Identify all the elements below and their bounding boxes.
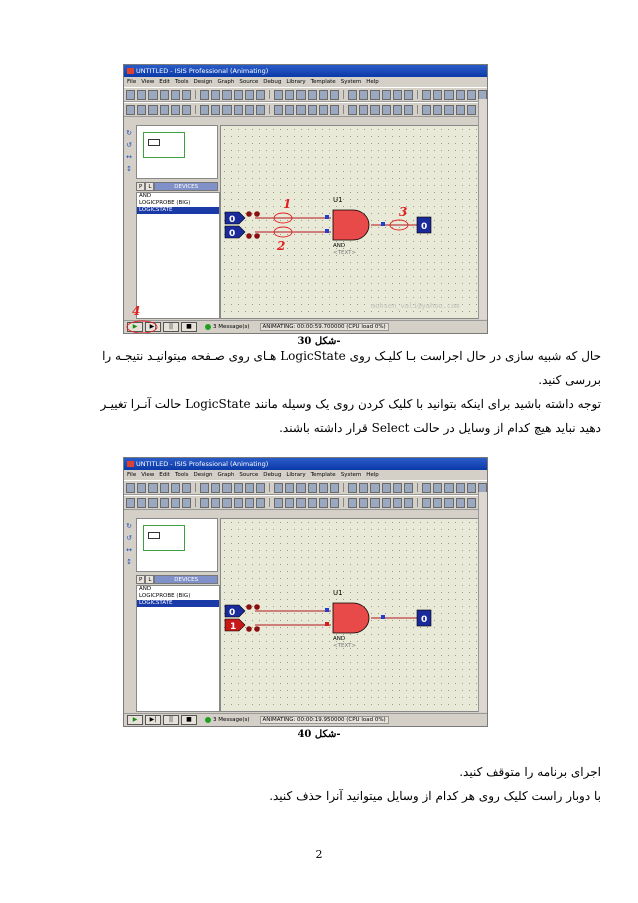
toolbar-tool-icon[interactable] — [256, 105, 265, 115]
toolbar-tool-icon[interactable] — [444, 498, 453, 508]
toolbar-tool-icon[interactable] — [274, 105, 283, 115]
toolbar-tool-icon[interactable] — [148, 105, 157, 115]
menu-design[interactable]: Design — [193, 472, 213, 478]
schematic-canvas[interactable] — [220, 518, 479, 712]
toolbar-tool-icon[interactable] — [382, 498, 391, 508]
isis-window-figure1 — [123, 64, 488, 334]
menu-view[interactable]: View — [141, 79, 155, 85]
figure2-caption: شکل 40- — [297, 729, 341, 740]
toolbar-tool-icon[interactable] — [433, 105, 442, 115]
toolbar-tool-icon[interactable] — [404, 483, 413, 493]
menu-graph[interactable]: Graph — [217, 79, 235, 85]
state-dot-out — [381, 222, 385, 226]
menu-system[interactable]: System — [340, 79, 362, 85]
mirror-h-icon[interactable]: ↔ — [126, 153, 132, 161]
toolbar-tool-icon[interactable] — [285, 498, 294, 508]
toolbar-tool-icon[interactable] — [148, 498, 157, 508]
figure1-caption: شکل 30- — [297, 336, 341, 347]
toolbar-tool-icon[interactable] — [348, 105, 357, 115]
toolbar-tool-icon[interactable] — [382, 90, 391, 100]
device-tabs — [136, 575, 218, 584]
device-item-and[interactable]: AND — [139, 586, 152, 592]
toolbar-separator — [269, 483, 270, 492]
toolbar-tool-icon[interactable] — [222, 483, 231, 493]
toolbar-tool-icon[interactable] — [222, 498, 231, 508]
rotate-ccw-icon[interactable]: ↺ — [126, 141, 132, 149]
logicstate-b-value: 0 — [229, 229, 236, 239]
paragraph-2 — [30, 392, 601, 440]
circuit-diagram — [221, 519, 480, 713]
toolbar-tool-icon[interactable] — [245, 483, 254, 493]
toolbar-tool-icon[interactable] — [137, 483, 146, 493]
toolbar-tool-icon[interactable] — [422, 105, 431, 115]
toolbar-tool-icon[interactable] — [245, 498, 254, 508]
toolbar-top — [124, 87, 487, 102]
tab-p[interactable]: P — [136, 575, 145, 584]
annotation-4-overlay — [124, 303, 164, 333]
toolbar-tool-icon[interactable] — [433, 90, 442, 100]
window-titlebar — [124, 458, 487, 470]
toolbar-tool-icon[interactable] — [200, 90, 209, 100]
paragraph-1 — [30, 344, 601, 392]
device-item-logicstate[interactable]: LOGICSTATE — [137, 600, 219, 607]
toolbar-tool-icon[interactable] — [348, 498, 357, 508]
toolbar-tool-icon[interactable] — [296, 483, 305, 493]
toolbar-tool-icon[interactable] — [160, 498, 169, 508]
toolbar-tool-icon[interactable] — [382, 483, 391, 493]
messages-indicator[interactable] — [205, 324, 250, 330]
overview-window[interactable] — [136, 125, 218, 179]
status-bar — [124, 713, 487, 726]
stop-button[interactable]: ■ — [181, 322, 197, 332]
play-button[interactable]: ▶ — [127, 322, 143, 332]
watermark: mohsen_vali@yahoo.com — [371, 302, 460, 310]
toolbar-tool-icon[interactable] — [433, 498, 442, 508]
toolbar-tool-icon[interactable] — [296, 498, 305, 508]
toolbar-tool-icon[interactable] — [182, 105, 191, 115]
paragraph-1-line-1: حال که شبیه سازی در حال اجراست بـا کلیـک روی LogicState هـای روی صـفحه میتوانیـد نتیجـه را — [102, 349, 601, 363]
pin-dot-a-top — [246, 211, 252, 217]
rotate-ccw-icon[interactable]: ↺ — [126, 534, 132, 542]
step-button[interactable]: ▶| — [145, 322, 161, 332]
menu-bar — [124, 470, 487, 480]
tab-l[interactable]: L — [145, 575, 154, 584]
toolbar-tool-icon[interactable] — [393, 90, 402, 100]
circuit-diagram — [221, 126, 480, 320]
toolbar-tool-icon[interactable] — [433, 483, 442, 493]
toolbar-tool-icon[interactable] — [467, 90, 476, 100]
pin-dot-a-top — [246, 604, 252, 610]
pin-dot-b — [246, 233, 252, 239]
stop-button[interactable]: ■ — [181, 715, 197, 725]
toolbar-tool-icon[interactable] — [211, 483, 220, 493]
toolbar-tool-icon[interactable] — [160, 483, 169, 493]
toolbar-tool-icon[interactable] — [126, 105, 135, 115]
menu-template[interactable]: Template — [310, 472, 336, 478]
left-toolstrip — [124, 518, 134, 702]
toolbar-separator — [417, 498, 418, 507]
logicprobe-out-value: 0 — [421, 222, 428, 232]
menu-tools[interactable]: Tools — [174, 472, 189, 478]
toolbar-separator — [417, 105, 418, 114]
toolbar-tool-icon[interactable] — [126, 90, 135, 100]
toolbar-tool-icon[interactable] — [182, 483, 191, 493]
toolbar-tool-icon[interactable] — [256, 498, 265, 508]
toolbar-tool-icon[interactable] — [256, 483, 265, 493]
page-number: 2 — [315, 848, 323, 861]
step-button[interactable]: ▶| — [145, 715, 161, 725]
toolbar-tool-icon[interactable] — [200, 498, 209, 508]
toolbar-tool-icon[interactable] — [296, 90, 305, 100]
toolbar-tool-icon[interactable] — [200, 105, 209, 115]
menu-system[interactable]: System — [340, 472, 362, 478]
toolbar-tool-icon[interactable] — [319, 105, 328, 115]
toolbar-tool-icon[interactable] — [234, 483, 243, 493]
paragraph-4: با دوبار راست کلیک روی هر کدام از وسایل میتوانید آنرا حذف کنید. — [269, 789, 601, 803]
toolbar-tool-icon[interactable] — [370, 498, 379, 508]
logicstate-a-value: 0 — [229, 608, 236, 618]
toolbar-tool-icon[interactable] — [319, 483, 328, 493]
pin-dot-b2 — [254, 626, 260, 632]
mirror-v-icon[interactable]: ↕ — [126, 558, 132, 566]
rotate-cw-icon[interactable]: ↻ — [126, 129, 132, 137]
toolbar-tool-icon[interactable] — [245, 90, 254, 100]
toolbar-tool-icon[interactable] — [467, 483, 476, 493]
toolbar-tool-icon[interactable] — [200, 483, 209, 493]
overview-component — [148, 532, 160, 539]
toolbar-tool-icon[interactable] — [382, 105, 391, 115]
toolbar-tool-icon[interactable] — [211, 498, 220, 508]
toolbar-tool-icon[interactable] — [182, 498, 191, 508]
menu-template[interactable]: Template — [310, 79, 336, 85]
toolbar-tool-icon[interactable] — [285, 105, 294, 115]
menu-file[interactable]: File — [127, 79, 137, 85]
toolbar-separator — [269, 90, 270, 99]
toolbar-separator — [195, 498, 196, 507]
toolbar-tool-icon[interactable] — [370, 105, 379, 115]
toolbar-tool-icon[interactable] — [404, 105, 413, 115]
component-text: <TEXT> — [333, 250, 357, 256]
app-icon — [127, 461, 134, 467]
toolbar-tool-icon[interactable] — [234, 105, 243, 115]
toolbar-tool-icon[interactable] — [456, 498, 465, 508]
annotation-ellipse-4 — [127, 321, 157, 333]
pin-dot-b — [246, 626, 252, 632]
toolbar-tool-icon[interactable] — [422, 483, 431, 493]
schematic-canvas[interactable] — [220, 125, 479, 319]
device-list — [136, 585, 220, 712]
device-item-logicprobe[interactable]: LOGICPROBE (BIG) — [139, 200, 191, 206]
animation-status: ANIMATING: 00:00:19.950000 (CPU load 0%) — [260, 716, 389, 724]
logicprobe-out-value: 0 — [421, 615, 428, 625]
menu-graph[interactable]: Graph — [217, 472, 235, 478]
isis-window-figure2 — [123, 457, 488, 727]
toolbar-tool-icon[interactable] — [456, 483, 465, 493]
toolbar-tool-icon[interactable] — [393, 498, 402, 508]
toolbar-bottom — [124, 102, 487, 117]
menu-debug[interactable]: Debug — [263, 79, 282, 85]
toolbar-tool-icon[interactable] — [171, 105, 180, 115]
toolbar-tool-icon[interactable] — [137, 90, 146, 100]
toolbar-tool-icon[interactable] — [171, 483, 180, 493]
toolbar-tool-icon[interactable] — [319, 498, 328, 508]
toolbar-bottom — [124, 495, 487, 510]
window-title: UNTITLED - ISIS Professional (Animating) — [136, 67, 269, 75]
toolbar-tool-icon[interactable] — [148, 483, 157, 493]
menu-edit[interactable]: Edit — [159, 79, 170, 85]
pause-button[interactable]: || — [163, 322, 179, 332]
device-tabs — [136, 182, 218, 191]
toolbar-tool-icon[interactable] — [160, 105, 169, 115]
toolbar-tool-icon[interactable] — [234, 90, 243, 100]
toolbar-tool-icon[interactable] — [285, 90, 294, 100]
vertical-scrollbar[interactable] — [478, 492, 487, 712]
toolbar-tool-icon[interactable] — [222, 90, 231, 100]
menu-help[interactable]: Help — [366, 472, 379, 478]
mirror-v-icon[interactable]: ↕ — [126, 165, 132, 173]
toolbar-separator — [269, 105, 270, 114]
toolbar-tool-icon[interactable] — [444, 90, 453, 100]
toolbar-tool-icon[interactable] — [456, 90, 465, 100]
mirror-h-icon[interactable]: ↔ — [126, 546, 132, 554]
toolbar-tool-icon[interactable] — [245, 105, 254, 115]
tab-devices[interactable]: DEVICES — [154, 182, 218, 191]
menu-help[interactable]: Help — [366, 79, 379, 85]
component-text: <TEXT> — [333, 643, 357, 649]
messages-indicator[interactable] — [205, 717, 250, 723]
toolbar-separator — [195, 483, 196, 492]
toolbar-tool-icon[interactable] — [478, 483, 487, 493]
vertical-scrollbar[interactable] — [478, 99, 487, 319]
paragraph-1-line-2: بررسی کنید. — [538, 373, 601, 387]
logicstate-b-value: 1 — [230, 622, 237, 632]
tab-l[interactable]: L — [145, 182, 154, 191]
state-dot-b — [325, 229, 329, 233]
component-type: AND — [333, 636, 346, 642]
annotation-4: 4 — [132, 304, 141, 318]
toolbar-separator — [343, 498, 344, 507]
toolbar-tool-icon[interactable] — [393, 105, 402, 115]
toolbar-top — [124, 480, 487, 495]
toolbar-separator — [417, 483, 418, 492]
toolbar-tool-icon[interactable] — [359, 498, 368, 508]
menu-library[interactable]: Library — [286, 472, 306, 478]
toolbar-tool-icon[interactable] — [211, 90, 220, 100]
device-item-logicstate[interactable]: LOGICSTATE — [137, 207, 219, 214]
toolbar-tool-icon[interactable] — [234, 498, 243, 508]
toolbar-separator — [195, 90, 196, 99]
toolbar-tool-icon[interactable] — [404, 498, 413, 508]
paragraph-3: اجرای برنامه را متوقف کنید. — [459, 765, 601, 779]
state-dot-b — [325, 622, 329, 626]
messages-count: 3 Message(s) — [213, 717, 250, 723]
component-ref: U1 — [333, 589, 343, 597]
menu-source[interactable]: Source — [239, 79, 259, 85]
toolbar-tool-icon[interactable] — [348, 483, 357, 493]
and-gate[interactable] — [333, 603, 369, 633]
toolbar-separator — [269, 498, 270, 507]
toolbar-tool-icon[interactable] — [308, 498, 317, 508]
toolbar-tool-icon[interactable] — [359, 483, 368, 493]
toolbar-tool-icon[interactable] — [393, 483, 402, 493]
menu-tools[interactable]: Tools — [174, 79, 189, 85]
paragraph-2-line-2: دهید نباید هیچ کدام از وسایل در حالت Select قرار داشته باشند. — [279, 421, 601, 435]
toolbar-tool-icon[interactable] — [359, 105, 368, 115]
device-list — [136, 192, 220, 319]
toolbar-tool-icon[interactable] — [467, 498, 476, 508]
toolbar-tool-icon[interactable] — [330, 90, 339, 100]
state-dot-a — [325, 215, 329, 219]
toolbar-tool-icon[interactable] — [274, 483, 283, 493]
state-dot-out — [381, 615, 385, 619]
state-dot-a — [325, 608, 329, 612]
toolbar-tool-icon[interactable] — [182, 90, 191, 100]
toolbar-tool-icon[interactable] — [370, 483, 379, 493]
pin-dot-b2 — [254, 233, 260, 239]
toolbar-tool-icon[interactable] — [404, 90, 413, 100]
annotation-3: 3 — [399, 205, 408, 219]
menu-view[interactable]: View — [141, 472, 155, 478]
toolbar-tool-icon[interactable] — [370, 90, 379, 100]
pin-dot-a-top2 — [254, 211, 260, 217]
toolbar-separator — [343, 105, 344, 114]
menu-debug[interactable]: Debug — [263, 472, 282, 478]
toolbar-tool-icon[interactable] — [422, 498, 431, 508]
toolbar-tool-icon[interactable] — [422, 90, 431, 100]
toolbar-tool-icon[interactable] — [137, 498, 146, 508]
toolbar-separator — [195, 105, 196, 114]
toolbar-separator — [417, 90, 418, 99]
component-ref: U1 — [333, 196, 343, 204]
toolbar-tool-icon[interactable] — [330, 498, 339, 508]
overview-window[interactable] — [136, 518, 218, 572]
tab-devices[interactable]: DEVICES — [154, 575, 218, 584]
toolbar-tool-icon[interactable] — [148, 90, 157, 100]
overview-viewport — [143, 525, 185, 551]
left-toolstrip — [124, 125, 134, 309]
component-type: AND — [333, 243, 346, 249]
toolbar-tool-icon[interactable] — [171, 498, 180, 508]
toolbar-tool-icon[interactable] — [456, 105, 465, 115]
toolbar-tool-icon[interactable] — [296, 105, 305, 115]
menu-design[interactable]: Design — [193, 79, 213, 85]
toolbar-tool-icon[interactable] — [478, 90, 487, 100]
ok-icon — [205, 324, 211, 330]
toolbar-tool-icon[interactable] — [359, 90, 368, 100]
toolbar-tool-icon[interactable] — [285, 483, 294, 493]
toolbar-tool-icon[interactable] — [348, 90, 357, 100]
menu-source[interactable]: Source — [239, 472, 259, 478]
toolbar-tool-icon[interactable] — [330, 105, 339, 115]
menu-edit[interactable]: Edit — [159, 472, 170, 478]
toolbar-tool-icon[interactable] — [308, 105, 317, 115]
messages-count: 3 Message(s) — [213, 324, 250, 330]
toolbar-tool-icon[interactable] — [308, 483, 317, 493]
menu-file[interactable]: File — [127, 472, 137, 478]
menu-library[interactable]: Library — [286, 79, 306, 85]
toolbar-tool-icon[interactable] — [171, 90, 180, 100]
ok-icon — [205, 717, 211, 723]
device-item-logicprobe[interactable]: LOGICPROBE (BIG) — [139, 593, 191, 599]
toolbar-tool-icon[interactable] — [137, 105, 146, 115]
toolbar-tool-icon[interactable] — [274, 90, 283, 100]
toolbar-tool-icon[interactable] — [274, 498, 283, 508]
toolbar-tool-icon[interactable] — [160, 90, 169, 100]
toolbar-tool-icon[interactable] — [330, 483, 339, 493]
and-gate[interactable] — [333, 210, 369, 240]
toolbar-tool-icon[interactable] — [467, 105, 476, 115]
app-icon — [127, 68, 134, 74]
animation-status: ANIMATING: 00:00:59.700000 (CPU load 0%) — [260, 323, 389, 331]
pause-button[interactable]: || — [163, 715, 179, 725]
toolbar-tool-icon[interactable] — [444, 105, 453, 115]
overview-component — [148, 139, 160, 146]
paragraph-2-line-1: توجه داشته باشید برای اینکه بتوانید با کلیک کردن روی یک وسیله مانند LogicState حالت آنـرا تغییـر — [100, 397, 601, 411]
rotate-cw-icon[interactable]: ↻ — [126, 522, 132, 530]
window-title: UNTITLED - ISIS Professional (Animating) — [136, 460, 269, 468]
logicstate-a-value: 0 — [229, 215, 236, 225]
toolbar-tool-icon[interactable] — [319, 90, 328, 100]
toolbar-tool-icon[interactable] — [211, 105, 220, 115]
toolbar-separator — [343, 90, 344, 99]
window-titlebar — [124, 65, 487, 77]
annotation-2: 2 — [277, 239, 286, 253]
device-item-and[interactable]: AND — [139, 193, 152, 199]
toolbar-tool-icon[interactable] — [256, 90, 265, 100]
toolbar-tool-icon[interactable] — [444, 483, 453, 493]
tab-p[interactable]: P — [136, 182, 145, 191]
menu-bar — [124, 77, 487, 87]
pin-dot-a-top2 — [254, 604, 260, 610]
status-bar — [124, 320, 487, 333]
play-button[interactable]: ▶ — [127, 715, 143, 725]
toolbar-tool-icon[interactable] — [126, 483, 135, 493]
annotation-1: 1 — [283, 197, 292, 211]
toolbar-tool-icon[interactable] — [222, 105, 231, 115]
toolbar-tool-icon[interactable] — [126, 498, 135, 508]
toolbar-separator — [343, 483, 344, 492]
toolbar-tool-icon[interactable] — [308, 90, 317, 100]
overview-viewport — [143, 132, 185, 158]
